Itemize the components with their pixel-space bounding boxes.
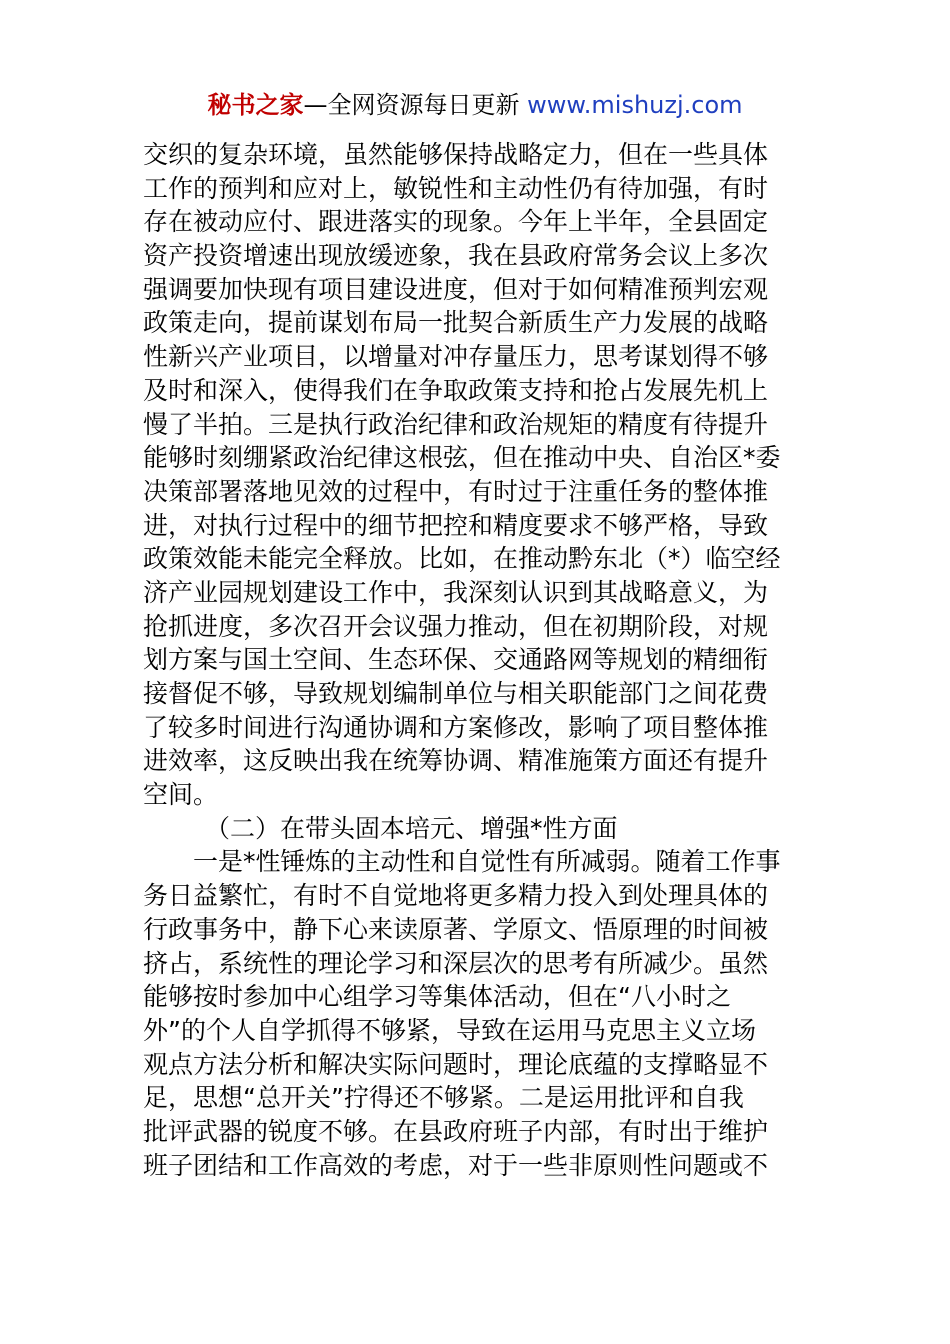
page-header xyxy=(0,88,950,122)
text-line: 足，思想“总开关”拧得还不够紧。二是运用批评和自我 xyxy=(143,1083,744,1113)
text-line: 行政事务中，静下心来读原著、学原文、悟原理的时间被 xyxy=(143,914,769,944)
text-line: 能够时刻绷紧政治纪律这根弦，但在推动中央、自治区*委 xyxy=(143,443,781,473)
text-line: 政策走向，提前谋划布局一批契合新质生产力发展的战略 xyxy=(143,308,769,338)
text-line: 务日益繁忙，有时不自觉地将更多精力投入到处理具体的 xyxy=(143,881,769,911)
text-line: 及时和深入，使得我们在争取政策支持和抢占发展先机上 xyxy=(143,375,769,405)
text-line: 工作的预判和应对上，敏锐性和主动性仍有待加强，有时 xyxy=(143,173,769,203)
text-line: 能够按时参加中心组学习等集体活动，但在“八小时之 xyxy=(143,982,731,1012)
text-line: 批评武器的锐度不够。在县政府班子内部，有时出于维护 xyxy=(143,1116,769,1146)
text-line: 观点方法分析和解决实际问题时，理论底蕴的支撑略显不 xyxy=(143,1049,769,1079)
site-brand: 秘书之家 xyxy=(207,91,304,119)
text-line: 抢抓进度，多次召开会议强力推动，但在初期阶段，对规 xyxy=(143,611,769,641)
text-line: 性新兴产业项目，以增量对冲存量压力，思考谋划得不够 xyxy=(143,342,769,372)
text-line: 空间。 xyxy=(143,780,219,810)
text-line: 挤占，系统性的理论学习和深层次的思考有所减少。虽然 xyxy=(143,948,769,978)
section-heading: （二）在带头固本培元、增强*性方面 xyxy=(205,813,618,843)
text-line: 存在被动应付、跟进落实的现象。今年上半年，全县固定 xyxy=(143,207,769,237)
site-url[interactable]: www.mishuzj.com xyxy=(527,91,743,119)
text-line: 接督促不够，导致规划编制单位与相关职能部门之间花费 xyxy=(143,679,769,708)
text-line: 交织的复杂环境，虽然能够保持战略定力，但在一些具体 xyxy=(143,140,769,169)
text-line: 进，对执行过程中的细节把控和精度要求不够严格，导致 xyxy=(143,510,769,540)
paragraph-first-line: 一是*性锤炼的主动性和自觉性有所减弱。随着工作事 xyxy=(193,847,781,877)
text-line: 政策效能未能完全释放。比如，在推动黔东北（*）临空经 xyxy=(143,544,781,574)
text-line: 资产投资增速出现放缓迹象，我在县政府常务会议上多次 xyxy=(143,241,769,271)
document-body xyxy=(143,138,807,1182)
site-tagline: —全网资源每日更新 xyxy=(303,91,520,119)
text-line: 了较多时间进行沟通协调和方案修改，影响了项目整体推 xyxy=(143,712,769,742)
text-line: 班子团结和工作高效的考虑，对于一些非原则性问题或不 xyxy=(143,1150,769,1180)
text-line: 进效率，这反映出我在统筹协调、精准施策方面还有提升 xyxy=(143,746,769,776)
text-line: 划方案与国土空间、生态环保、交通路网等规划的精细衔 xyxy=(143,645,769,675)
text-line: 慢了半拍。三是执行政治纪律和政治规矩的精度有待提升 xyxy=(143,409,769,439)
text-line: 济产业园规划建设工作中，我深刻认识到其战略意义，为 xyxy=(143,577,769,607)
text-line: 决策部署落地见效的过程中，有时过于注重任务的整体推 xyxy=(143,476,769,506)
text-line: 外”的个人自学抓得不够紧，导致在运用马克思主义立场 xyxy=(143,1015,756,1045)
text-line: 强调要加快现有项目建设进度，但对于如何精准预判宏观 xyxy=(143,274,769,304)
